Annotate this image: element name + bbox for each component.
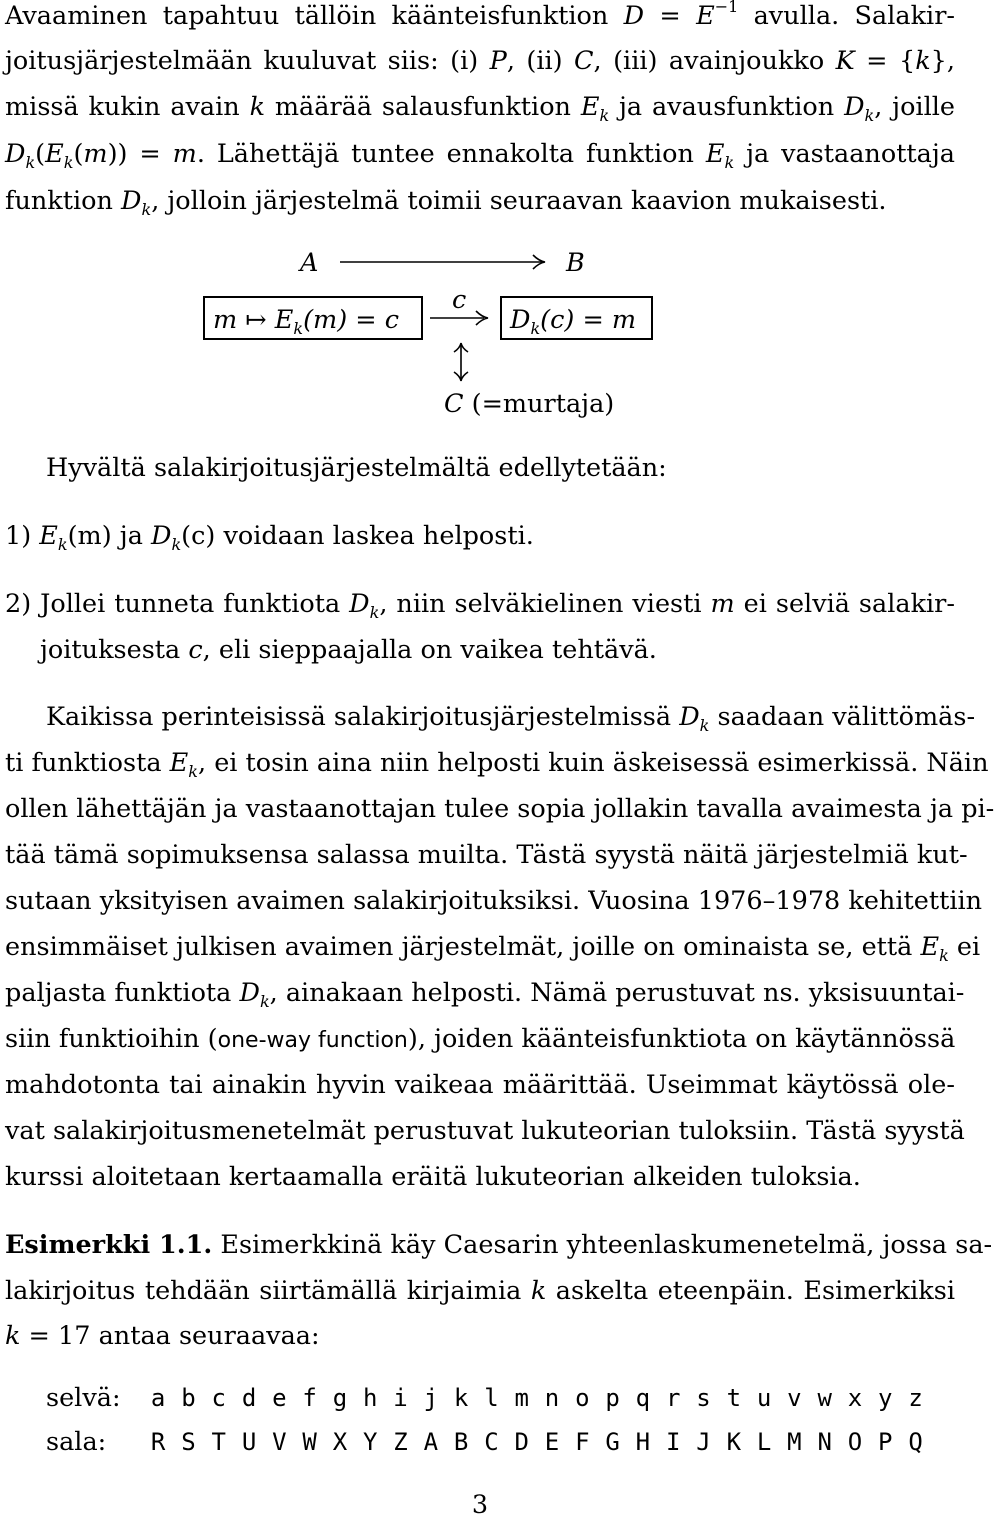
plain-letter: e — [272, 1384, 287, 1412]
cipher-letter: W — [302, 1428, 317, 1456]
cipher-letter: Q — [908, 1428, 923, 1456]
cipher-letter: N — [817, 1428, 832, 1456]
cipher-letter: M — [787, 1428, 802, 1456]
plain-letter: x — [847, 1384, 863, 1412]
updown-arrow-icon — [448, 341, 474, 383]
cipher-letter: I — [665, 1428, 681, 1456]
intro-line-1: Avaaminen tapahtuu tällöin käänteisfunktion $D = E^{-1}$ avulla. Salakir- — [5, 0, 955, 31]
intro-line-4: $D_k(E_k(m)) = m$. Lähettäjä tuntee ennakolta funktion $E_k$ ja vastaanottaja — [5, 139, 955, 172]
arrow-c-icon — [428, 306, 492, 330]
example-line-2: lakirjoitus tehdään siirtämällä kirjaimia k askelta eteenpäin. Esimerkiksi — [5, 1276, 955, 1306]
para-line-3: ollen lähettäjän ja vastaanottajan tulee sopia jollakin tavalla avaimesta ja pi- — [5, 794, 994, 824]
plain-letter: m — [514, 1384, 529, 1412]
plain-letter: h — [363, 1384, 378, 1412]
diagram-label-b: B — [566, 248, 585, 278]
plain-letter: p — [605, 1384, 620, 1412]
cipher-cipher-row — [46, 1422, 946, 1462]
diagram-label-a: A — [300, 248, 319, 278]
plain-letter: i — [393, 1384, 408, 1412]
arrow-a-to-b-icon — [340, 250, 550, 274]
crypto-diagram — [0, 230, 960, 430]
page-number: 3 — [471, 1490, 489, 1520]
cipher-letter: J — [696, 1428, 711, 1456]
para-line-4: tää tämä sopimuksensa salassa muilta. Tästä syystä näitä järjestelmiä kut- — [5, 840, 968, 870]
plain-letters — [143, 1378, 931, 1418]
requirements-heading: Hyvältä salakirjoitusjärjestelmältä edellytetään: — [46, 453, 667, 483]
cipher-letter: S — [181, 1428, 196, 1456]
plain-letter: r — [665, 1384, 681, 1412]
para-line-11: kurssi aloitetaan kertaamalla eräitä lukuteorian alkeiden tuloksia. — [5, 1162, 861, 1192]
plain-letter: w — [817, 1384, 832, 1412]
example-line-3: k = 17 antaa seuraavaa: — [5, 1321, 320, 1351]
para-line-9: mahdotonta tai ainakin hyvin vaikeaa määrittää. Useimmat käytössä ole- — [5, 1070, 955, 1100]
cipher-letter: D — [514, 1428, 529, 1456]
cipher-letter: Y — [363, 1428, 378, 1456]
cipher-letter: C — [484, 1428, 499, 1456]
para-line-7: paljasta funktiota $D_k$, ainakaan helposti. Nämä perustuvat ns. yksisuuntai- — [5, 978, 965, 1011]
cipher-letter: L — [756, 1428, 772, 1456]
cipher-letter: O — [847, 1428, 863, 1456]
cipher-letter: G — [605, 1428, 620, 1456]
requirement-2-line-2: joituksesta c, eli sieppaajalla on vaikea tehtävä. — [40, 635, 657, 665]
cipher-letter: H — [635, 1428, 651, 1456]
plain-letter: t — [726, 1384, 742, 1412]
plain-label: selvä: — [46, 1383, 121, 1413]
plain-letter: v — [787, 1384, 802, 1412]
cipher-letter: T — [211, 1428, 226, 1456]
cipher-letter: B — [453, 1428, 469, 1456]
plain-letter: o — [575, 1384, 590, 1412]
example-label: Esimerkki 1.1. — [5, 1230, 213, 1260]
example-line-1: Esimerkki 1.1. Esimerkkinä käy Caesarin yhteenlaskumenetelmä, jossa sa- — [5, 1230, 993, 1260]
decrypt-box: $D_k(c) = m$ — [500, 296, 653, 340]
intro-line-5: funktion $D_k$, jolloin järjestelmä toimii seuraavan kaavion mukaisesti. — [5, 186, 887, 219]
cipher-letter: X — [332, 1428, 348, 1456]
plain-letter: b — [181, 1384, 196, 1412]
para-line-1: Kaikissa perinteisissä salakirjoitusjärjestelmissä $D_k$ saadaan välittömäs- — [46, 702, 976, 735]
plain-letter: k — [453, 1384, 469, 1412]
cipher-letter: A — [423, 1428, 439, 1456]
para-line-10: vat salakirjoitusmenetelmät perustuvat lukuteorian tuloksiin. Tästä syystä — [5, 1116, 965, 1146]
plain-letter: a — [150, 1384, 166, 1412]
cipher-letter: U — [241, 1428, 257, 1456]
arrow-label-c: c — [452, 285, 467, 315]
requirement-2-line-1: 2) Jollei tunneta funktiota $D_k$, niin selväkielinen viesti m ei selviä salakir- — [5, 589, 955, 622]
cipher-letter: F — [575, 1428, 590, 1456]
plain-letter: c — [211, 1384, 226, 1412]
plain-letter: s — [696, 1384, 711, 1412]
cipher-letters — [143, 1422, 931, 1462]
cipher-letter: R — [150, 1428, 166, 1456]
cipher-letter: K — [726, 1428, 742, 1456]
plain-letter: y — [878, 1384, 893, 1412]
plain-letter: n — [544, 1384, 560, 1412]
plain-letter: u — [756, 1384, 772, 1412]
cipher-label: sala: — [46, 1427, 107, 1457]
plain-letter: z — [908, 1384, 923, 1412]
plain-letter: f — [302, 1384, 317, 1412]
intro-line-2: joitusjärjestelmään kuuluvat siis: (i) P, (ii) C, (iii) avainjoukko K = {k}, — [5, 46, 955, 76]
plain-letter: j — [423, 1384, 439, 1412]
para-line-5: sutaan yksityisen avaimen salakirjoituksiksi. Vuosina 1976–1978 kehitettiin — [5, 886, 983, 916]
encrypt-box: m ↦ $E_k(m) = c$ — [203, 296, 423, 340]
cipher-letter: E — [544, 1428, 560, 1456]
cipher-letter: P — [878, 1428, 893, 1456]
plain-letter: l — [484, 1384, 499, 1412]
plain-letter: g — [332, 1384, 348, 1412]
para-line-8: siin funktioihin (one-way function), joiden käänteisfunktiota on käytännössä — [5, 1024, 956, 1054]
plain-letter: d — [241, 1384, 257, 1412]
cipher-letter: V — [272, 1428, 287, 1456]
plain-letter: q — [635, 1384, 651, 1412]
diagram-label-c-breaker: C (=murtaja) — [444, 389, 615, 419]
cipher-plain-row — [46, 1378, 946, 1418]
cipher-letter: Z — [393, 1428, 408, 1456]
intro-line-3: missä kukin avain k määrää salausfunktion $E_k$ ja avausfunktion $D_k$, joille — [5, 92, 955, 125]
para-line-6: ensimmäiset julkisen avaimen järjestelmät, joille on ominaista se, että $E_k$ ei — [5, 932, 981, 965]
para-line-2: ti funktiosta $E_k$, ei tosin aina niin helposti kuin äskeisessä esimerkissä. Näin — [5, 748, 989, 781]
requirement-1: 1) $E_k(m)$ ja $D_k(c)$ voidaan laskea helposti. — [5, 521, 534, 554]
